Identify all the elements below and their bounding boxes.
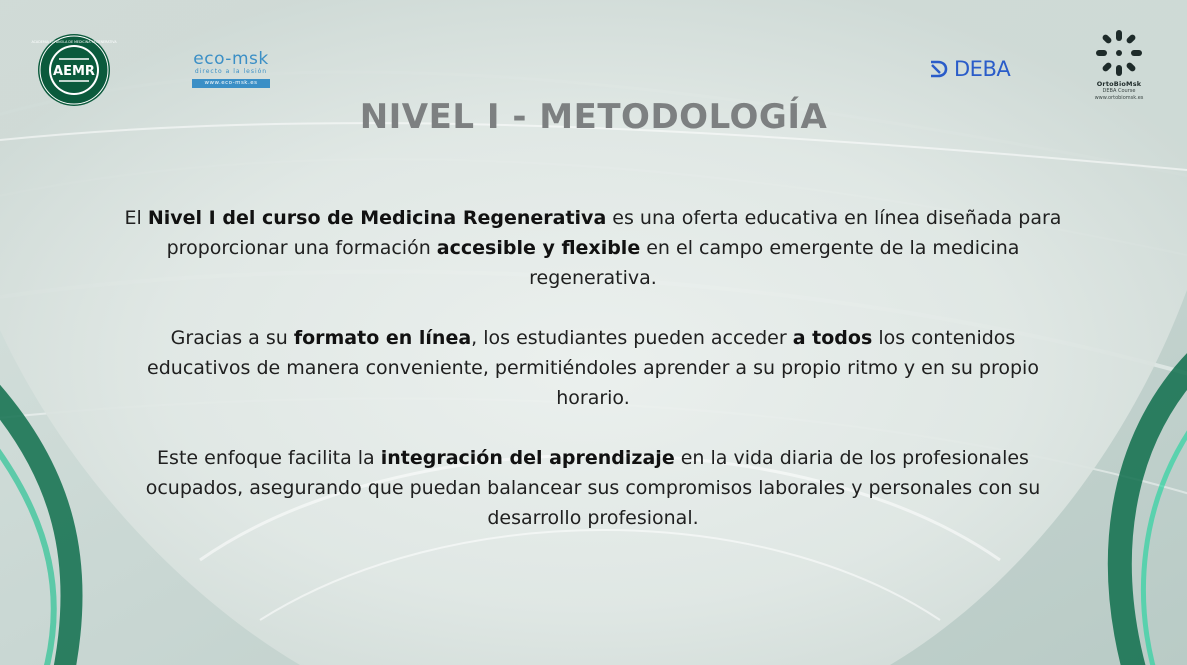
p1-text-2: es una oferta educativa en línea diseñada para proporcionar una formación — [166, 207, 1062, 259]
p1-bold-2: accesible y flexible — [436, 237, 641, 259]
slide-title: NIVEL I - METODOLOGÍA — [359, 97, 828, 137]
deba-logo — [928, 56, 1010, 82]
ecomsk-title: eco-msk — [193, 49, 269, 69]
p3-text-2: en la vida diaria de los profesionales ocupados, asegurando que puedan balancear sus compromisos laborales y personales con su desarrollo profesional. — [145, 447, 1041, 529]
paragraph-2 — [120, 323, 1066, 413]
p2-text-3: los contenidos educativos de manera conveniente, permitiéndoles aprender a su propio ritmo y en su propio horario. — [147, 327, 1039, 409]
p1-text-3: en el campo emergente de la medicina regenerativa. — [529, 237, 1020, 289]
ortobiomsk-url: www.ortobiomsk.es — [1094, 95, 1144, 101]
p2-bold-2: a todos — [792, 327, 873, 349]
p3-text-1: Este enfoque facilita la — [157, 447, 381, 469]
ecomsk-url: www.eco-msk.es — [192, 79, 270, 88]
p1-bold-1: Nivel I del curso de Medicina Regenerativa — [147, 207, 607, 229]
aemr-logo-text: AEMR — [53, 64, 95, 79]
p2-bold-1: formato en línea — [293, 327, 472, 349]
ortobiomsk-mark-icon — [1094, 28, 1144, 78]
ortobiomsk-name: OrtoBioMsk — [1096, 80, 1142, 88]
p3-bold-1: integración del aprendizaje — [380, 447, 675, 469]
aemr-ring-text: ACADEMIA ESPAÑOLA DE MEDICINA REGENERATIVA — [31, 40, 117, 44]
paragraph-1 — [120, 203, 1066, 293]
ecomsk-subtitle: directo a la lesión — [194, 68, 268, 75]
deba-mark-icon — [928, 59, 948, 79]
p2-text-1: Gracias a su — [170, 327, 294, 349]
paragraph-3 — [120, 443, 1066, 533]
ortobiomsk-logo — [1088, 28, 1150, 102]
ecomsk-logo — [186, 50, 276, 92]
ortobiomsk-course: DEBA Course — [1102, 88, 1136, 94]
aemr-logo — [31, 33, 117, 107]
deba-text: DEBA — [954, 57, 1011, 81]
p1-text-1: El — [124, 207, 148, 229]
p2-text-2: , los estudiantes pueden acceder — [471, 327, 793, 349]
